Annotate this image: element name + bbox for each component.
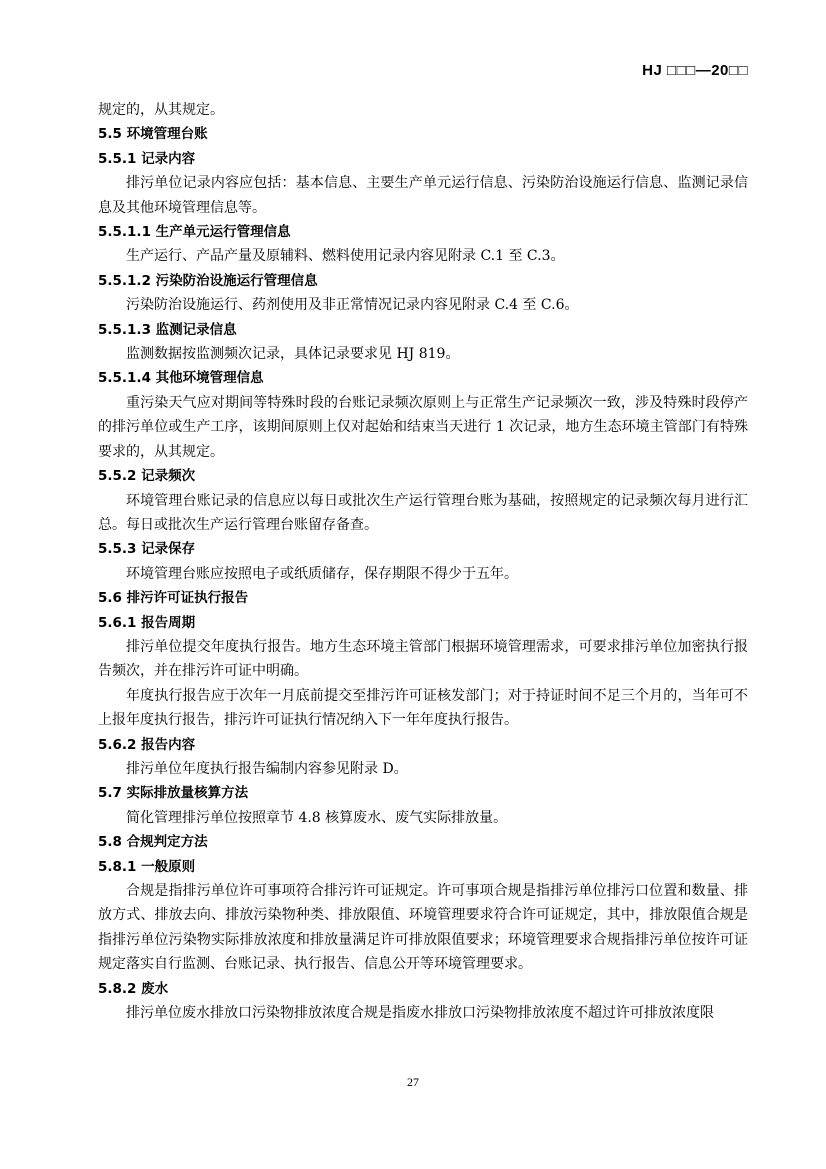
section-heading-5-5-2: 5.5.2 记录频次: [98, 468, 196, 485]
paragraph: 污染防治设施运行、药剂使用及非正常情况记录内容见附录 C.4 至 C.6。: [126, 297, 579, 314]
section-heading-5-6-2: 5.6.2 报告内容: [98, 736, 196, 753]
section-heading-5-5-1-1: 5.5.1.1 生产单元运行管理信息: [98, 224, 291, 241]
paragraph: 环境管理台账应按照电子或纸质储存，保存期限不得少于五年。: [126, 565, 518, 582]
paragraph: 简化管理排污单位按照章节 4.8 核算废水、废气实际排放量。: [126, 809, 508, 826]
page-number: 27: [407, 1075, 419, 1089]
section-heading-5-5-3: 5.5.3 记录保存: [98, 541, 196, 558]
standard-code-header: HJ □□□—20□□: [642, 62, 748, 79]
section-heading-5-6-1: 5.6.1 报告周期: [98, 614, 196, 631]
section-heading-5-5-1-4: 5.5.1.4 其他环境管理信息: [98, 370, 264, 387]
section-heading-5-8: 5.8 合规判定方法: [98, 834, 208, 851]
paragraph: 生产运行、产品产量及原辅料、燃料使用记录内容见附录 C.1 至 C.3。: [126, 248, 565, 265]
document-body: [98, 98, 748, 1025]
paragraph: 合规是指排污单位许可事项符合排污许可证规定。许可事项合规是指排污单位排污口位置和数量、排放方式、排放去向、排放污染物种类、排放限值、环境管理要求符合许可证规定，其中，排放限值合规是指排污单位污染物实际排放浓度和排放量满足许可排放限值要求；环境管理要求合规指排污单位按许可证规定落实自行监测、台账记录、执行报告、信息公开等环境管理要求。: [98, 883, 748, 973]
paragraph-continuation: 规定的，从其规定。: [98, 102, 224, 118]
section-heading-5-8-2: 5.8.2 废水: [98, 980, 169, 997]
paragraph: 环境管理台账记录的信息应以每日或批次生产运行管理台账为基础，按照规定的记录频次每月进行汇总。每日或批次生产运行管理台账留存备查。: [98, 492, 748, 533]
section-heading-5-5: 5.5 环境管理台账: [98, 126, 208, 143]
section-heading-5-5-1: 5.5.1 记录内容: [98, 150, 196, 167]
section-heading-5-8-1: 5.8.1 一般原则: [98, 858, 196, 875]
paragraph: 排污单位记录内容应包括：基本信息、主要生产单元运行信息、污染防治设施运行信息、监测记录信息及其他环境管理信息等。: [98, 175, 748, 216]
paragraph: 排污单位废水排放口污染物排放浓度合规是指废水排放口污染物排放浓度不超过许可排放浓度限: [126, 1005, 714, 1022]
section-heading-5-7: 5.7 实际排放量核算方法: [98, 785, 249, 802]
section-heading-5-5-1-3: 5.5.1.3 监测记录信息: [98, 321, 237, 338]
paragraph: 排污单位提交年度执行报告。地方生态环境主管部门根据环境管理需求，可要求排污单位加密执行报告频次，并在排污许可证中明确。: [98, 638, 748, 680]
paragraph: 排污单位年度执行报告编制内容参见附录 D。: [126, 760, 408, 777]
paragraph: 重污染天气应对期间等特殊时段的台账记录频次原则上与正常生产记录频次一致，涉及特殊时段停产的排污单位或生产工序，该期间原则上仅对起始和结束当天进行 1 次记录，地方生态环境主管部门有特殊要求的，从其规定。: [98, 394, 748, 460]
section-heading-5-5-1-2: 5.5.1.2 污染防治设施运行管理信息: [98, 272, 318, 289]
section-heading-5-6: 5.6 排污许可证执行报告: [98, 590, 249, 607]
paragraph: 年度执行报告应于次年一月底前提交至排污许可证核发部门；对于持证时间不足三个月的，当年可不上报年度执行报告，排污许可证执行情况纳入下一年年度执行报告。: [98, 687, 748, 729]
paragraph: 监测数据按监测频次记录，具体记录要求见 HJ 819。: [126, 346, 460, 363]
